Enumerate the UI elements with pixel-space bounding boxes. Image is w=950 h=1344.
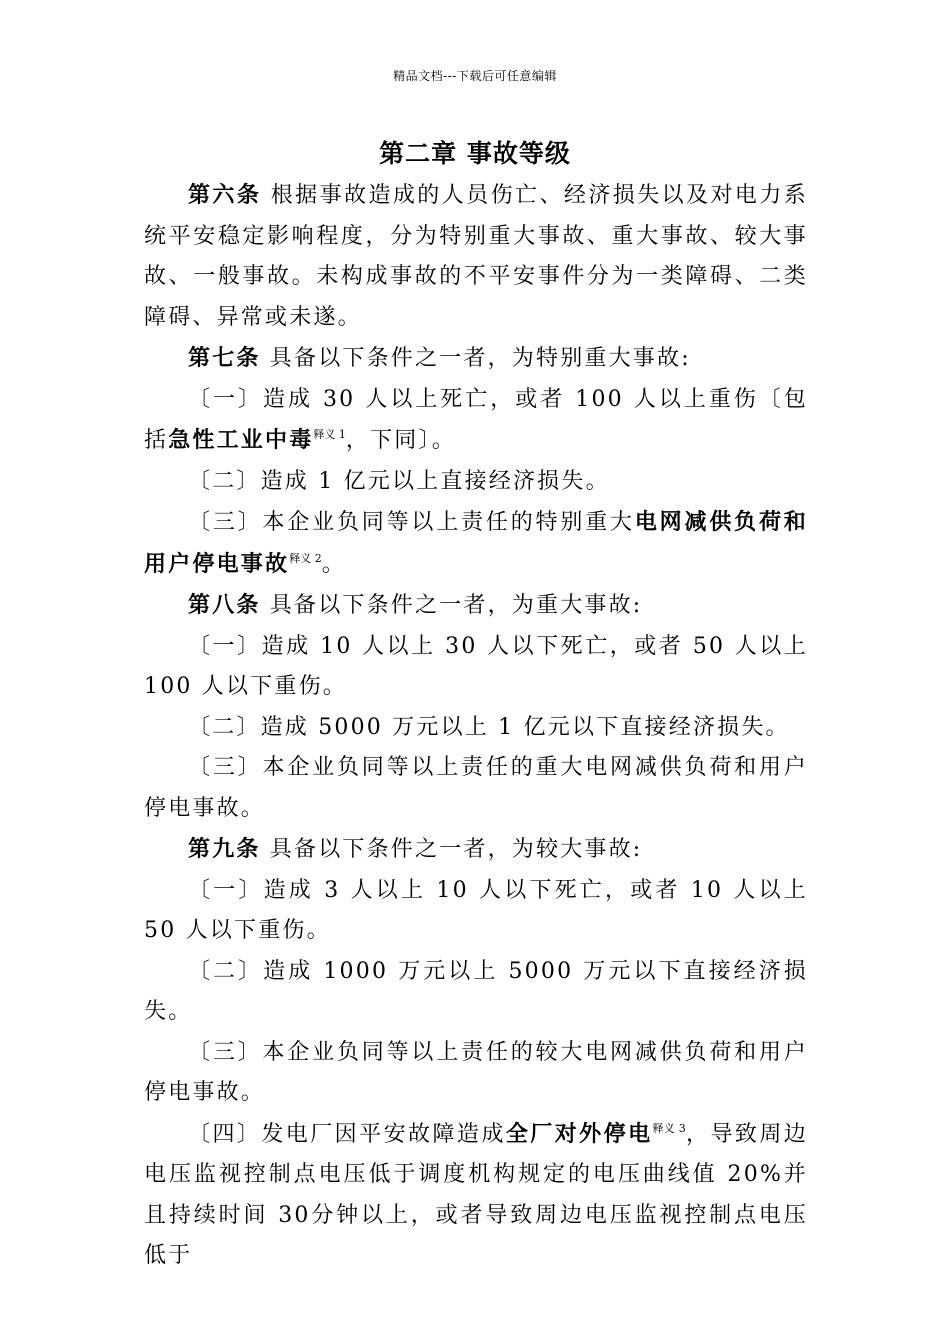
text-segment: 〔二〕造成 5000 万元以上 1 亿元以下直接经济损失。 (188, 714, 790, 740)
paragraph (144, 338, 808, 380)
paragraph (144, 1033, 808, 1114)
paragraph (144, 627, 808, 708)
paragraph (144, 1114, 808, 1277)
article-number: 第九条 (188, 836, 261, 862)
paragraph (144, 502, 808, 585)
text-segment: 。 (321, 551, 346, 577)
text-segment: ，下同〕。 (345, 428, 456, 453)
paragraph (144, 380, 808, 462)
text-segment: 根据事故造成的人员伤亡、经济损失以及对电力系统平安稳定影响程度，分为特别重大事故、重大事故、较大事故、一般事故。未构成事故的不平安事件分为一类障碍、二类障碍、异常或未遂。 (144, 183, 808, 330)
text-segment: 具备以下条件之一者，为较大事故: (260, 837, 643, 862)
page-header: 精品文档---下载后可任意编辑 (393, 69, 557, 83)
bold-term: 电网减供负荷和用户停电事故 (144, 509, 808, 577)
text-segment: 〔三〕本企业负同等以上责任的较大电网减供负荷和用户停电事故。 (144, 1039, 808, 1105)
text-segment: 具备以下条件之一者，为特别重大事故: (260, 346, 691, 371)
text-segment: 〔三〕本企业负同等以上责任的特别重大 (188, 510, 635, 535)
document-body (144, 175, 808, 1277)
text-segment: 〔二〕造成 1000 万元以上 5000 万元以下直接经济损失。 (144, 958, 808, 1024)
text-segment: 〔一〕造成 10 人以上 30 人以下死亡，或者 50 人以上 100 人以下重伤。 (144, 633, 808, 699)
paragraph (144, 175, 808, 338)
footnote-ref: 释义 2 (289, 551, 322, 565)
text-segment: 〔一〕造成 3 人以上 10 人以下死亡，或者 10 人以上 50 人以下重伤。 (144, 877, 808, 943)
footnote-ref: 释义 1 (313, 428, 346, 441)
text-segment: 〔二〕造成 1 亿元以上直接经济损失。 (188, 468, 610, 494)
paragraph (144, 585, 808, 627)
paragraph (144, 952, 808, 1033)
text-segment: ，导致周边电压监视控制点电压低于调度机构规定的电压曲线值 20%并且持续时间 30分钟以上，或者导致周边电压监视控制点电压低于 (144, 1121, 809, 1268)
article-number: 第八条 (188, 592, 261, 618)
text-segment: 〔三〕本企业负同等以上责任的重大电网减供负荷和用户停电事故。 (144, 755, 808, 821)
article-number: 第六条 (188, 182, 262, 208)
bold-term: 急性工业中毒 (168, 427, 314, 453)
paragraph (144, 462, 808, 503)
text-segment: 〔一〕造成 30 人以上死亡，或者 100 人以上重伤〔包括 (144, 386, 808, 453)
paragraph (144, 708, 808, 749)
paragraph (144, 829, 808, 871)
bold-term: 全厂对外停电 (505, 1120, 653, 1147)
chapter-title: 第二章 事故等级 (379, 139, 571, 168)
text-segment: 〔四〕发电厂因平安故障造成 (188, 1121, 506, 1147)
paragraph (144, 871, 808, 952)
footnote-ref: 释义 3 (652, 1121, 686, 1135)
article-number: 第七条 (188, 345, 261, 371)
paragraph (144, 748, 808, 829)
text-segment: 具备以下条件之一者，为重大事故: (260, 593, 643, 618)
